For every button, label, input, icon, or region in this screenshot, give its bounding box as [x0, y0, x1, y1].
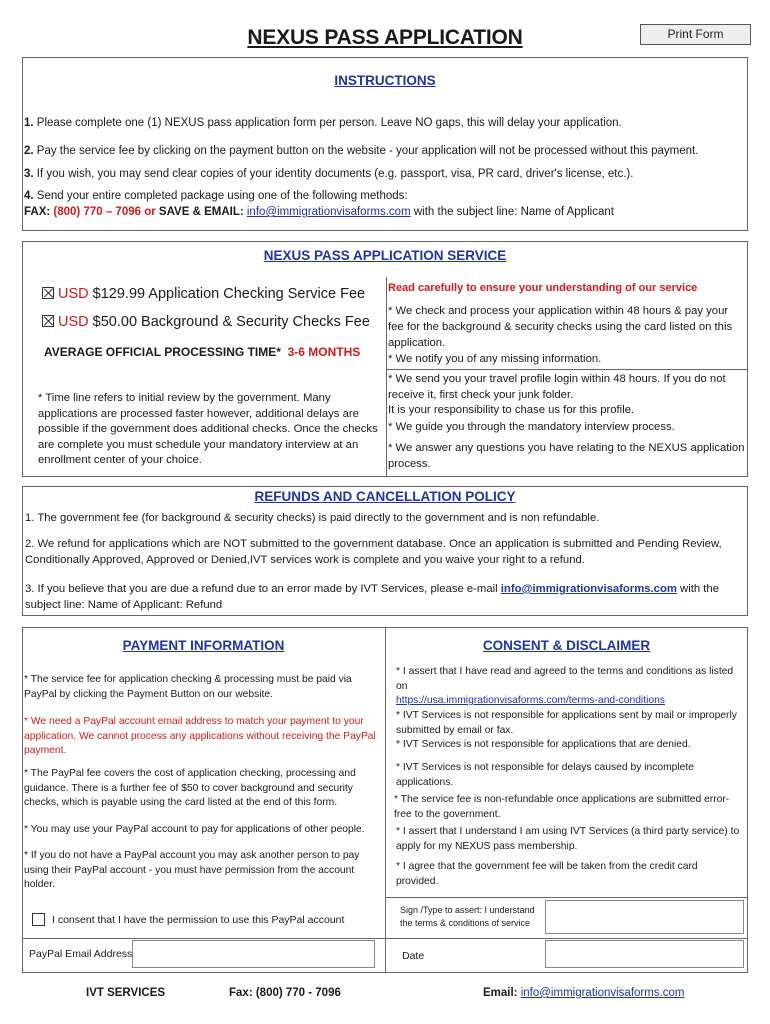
payment-note-1: * The service fee for application checking & processing must be paid via PayPal by clicking the Payment Button on our website.	[24, 674, 352, 700]
instruction-3: 3. If you wish, you may send clear copies of your identity documents (e.g. passport, visa, PR card, driver's license, etc.).	[24, 168, 634, 180]
sign-label: Sign /Type to assert: I understand the terms & conditions of service	[400, 905, 535, 928]
payment-heading: PAYMENT INFORMATION	[122, 638, 285, 653]
payment-note-2: * We need a PayPal account email address to match your payment to your application. We cannot process any applications without receiving the PayPal payment.	[24, 716, 376, 756]
service-divider	[386, 277, 387, 477]
consent-date-rule	[385, 938, 748, 939]
date-label: Date	[402, 950, 425, 962]
paypal-consent-row: I consent that I have the permission to use this PayPal account	[32, 913, 344, 926]
consent-3: * IVT Services is not responsible for applications that are denied.	[396, 739, 691, 750]
payment-note-4: * You may use your PayPal account to pay for applications of other people.	[24, 824, 365, 835]
fee-row-2: USD $50.00 Background & Security Checks Fee	[42, 314, 370, 330]
submission-methods: FAX: (800) 770 – 7096 or SAVE & EMAIL: info@immigrationvisaforms.com with the subject line: Name of Applicant	[24, 206, 614, 218]
terms-link[interactable]: https://usa.immigrationvisaforms.com/terms-and-conditions	[396, 695, 665, 706]
service-bullet-2: * We notify you of any missing information.	[388, 353, 602, 365]
footer-company: IVT SERVICES	[86, 987, 166, 999]
read-carefully: Read carefully to ensure your understanding of our service	[388, 282, 698, 294]
consent-heading: CONSENT & DISCLAIMER	[482, 638, 651, 653]
paypal-consent-checkbox[interactable]	[32, 913, 45, 926]
consent-2: * IVT Services is not responsible for applications sent by mail or improperly submitted by email or fax.	[396, 710, 737, 736]
consent-4: * IVT Services is not responsible for delays caused by incomplete applications.	[396, 762, 694, 788]
fee-row-1: USD $129.99 Application Checking Service Fee	[42, 286, 365, 302]
service-bullet-4: * We guide you through the mandatory interview process.	[388, 421, 675, 433]
consent-5: * The service fee is non-refundable once applications are submitted error-free to the government.	[394, 794, 730, 820]
paypal-email-input[interactable]	[132, 940, 375, 968]
payment-note-3: * The PayPal fee covers the cost of application checking, processing and guidance. There is a further fee of $50 to cover background and security checks, which is payable using the card listed at the end of this form.	[24, 768, 356, 808]
payment-consent-divider	[385, 627, 386, 973]
date-input[interactable]	[545, 940, 744, 968]
refund-item-3: 3. If you believe that you are due a refund due to an error made by IVT Services, please e-mail info@immigrationvisaforms.com with the subject line: Name of Applicant: Refund	[25, 583, 719, 611]
consent-sign-rule	[385, 897, 748, 898]
fee-2-checkbox[interactable]	[42, 315, 54, 327]
fee-1-checkbox[interactable]	[42, 287, 54, 299]
service-bullet-5: * We answer any questions you have relating to the NEXUS application process.	[388, 442, 745, 470]
page-title: NEXUS PASS APPLICATION	[247, 26, 523, 49]
payment-note-5: * If you do not have a PayPal account you may ask another person to pay using their PayPal account - you must have permission from the account holder.	[24, 850, 360, 890]
instructions-heading: INSTRUCTIONS	[334, 73, 436, 88]
payment-email-rule	[22, 938, 385, 939]
refunds-heading: REFUNDS AND CANCELLATION POLICY	[254, 489, 516, 504]
refund-email-link[interactable]: info@immigrationvisaforms.com	[500, 583, 677, 595]
consent-1: * I assert that I have read and agreed to the terms and conditions as listed on https://usa.immigrationvisaforms.com/terms-and-conditions	[396, 666, 734, 706]
timeline-note: * Time line refers to initial review by the government. Many applications are processed faster however, additional delays are possible if the government does additional checks. Once the checks are complete you must schedule your mandatory interview at an enrollment center of your choice.	[38, 392, 378, 466]
print-form-button[interactable]: Print Form	[640, 24, 751, 45]
consent-6: * I assert that I understand I am using IVT Services (a third party service) to apply for my NEXUS pass membership.	[396, 826, 740, 852]
signature-input[interactable]	[545, 900, 744, 934]
service-bullet-rule	[387, 369, 748, 370]
instruction-1: 1. Please complete one (1) NEXUS pass application form per person. Leave NO gaps, this will delay your application.	[24, 117, 622, 129]
footer-fax: Fax: (800) 770 - 7096	[229, 987, 341, 999]
paypal-email-label: PayPal Email Address	[29, 948, 133, 960]
instruction-4: 4. Send your entire completed package using one of the following methods:	[24, 190, 408, 202]
service-bullet-3: * We send you your travel profile login within 48 hours. If you do not receive it, first check your junk folder. It is your responsibility to chase us for this profile.	[388, 373, 726, 416]
refund-item-2: 2. We refund for applications which are NOT submitted to the government database. Once an application is submitted and Pending Review, Conditionally Approved, Approved or Denied,IVT services work is complete and you waive your right to a refund.	[25, 538, 722, 566]
instructions-email-link[interactable]: info@immigrationvisaforms.com	[246, 206, 411, 218]
consent-7: * I agree that the government fee will be taken from the credit card provided.	[396, 861, 698, 887]
footer-email-link[interactable]: info@immigrationvisaforms.com	[520, 987, 685, 999]
service-heading: NEXUS PASS APPLICATION SERVICE	[263, 248, 507, 263]
instruction-2: 2. Pay the service fee by clicking on the payment button on the website - your application will not be processed without this payment.	[24, 145, 699, 157]
refund-item-1: 1. The government fee (for background & security checks) is paid directly to the government and is non refundable.	[25, 512, 600, 524]
service-bullet-1: * We check and process your application within 48 hours & pay your fee for the background & security checks using the card listed on this application.	[388, 305, 733, 349]
footer-email: Email: info@immigrationvisaforms.com	[483, 987, 685, 999]
processing-time: AVERAGE OFFICIAL PROCESSING TIME* 3-6 MONTHS	[44, 345, 361, 359]
